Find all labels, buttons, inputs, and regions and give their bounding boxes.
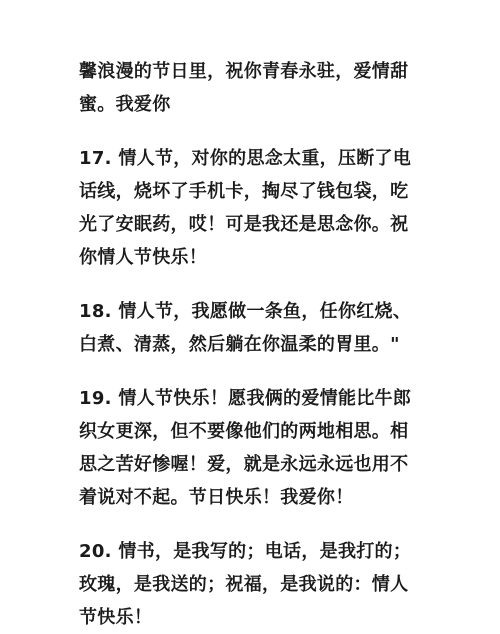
text-line: 节快乐！ bbox=[79, 607, 153, 628]
text-line: 18. 情人节，我愿做一条鱼，任你红烧、 bbox=[79, 301, 412, 322]
text-line: 20. 情书，是我写的；电话，是我打的； bbox=[79, 541, 412, 562]
paragraph-item-20 bbox=[79, 535, 460, 634]
text-line: 着说对不起。节日快乐！我爱你！ bbox=[79, 487, 354, 508]
text-line: 话线，烧坏了手机卡，掏尽了钱包袋，吃 bbox=[79, 181, 409, 202]
text-line: 19. 情人节快乐！愿我俩的爱情能比牛郎 bbox=[79, 388, 412, 409]
text-line: 蜜。我爱你 bbox=[79, 94, 171, 115]
text-line: 17. 情人节，对你的思念太重，压断了电 bbox=[79, 148, 412, 169]
paragraph-item-19 bbox=[79, 382, 460, 514]
paragraph-intro-tail bbox=[79, 55, 460, 121]
paragraph-item-18 bbox=[79, 295, 460, 361]
text-line: 你情人节快乐！ bbox=[79, 247, 208, 268]
text-line: 思之苦好惨喔！爱，就是永远永远也用不 bbox=[79, 454, 409, 475]
paragraph-item-17 bbox=[79, 142, 460, 274]
text-line: 光了安眠药，哎！可是我还是思念你。祝 bbox=[79, 214, 409, 235]
text-line: 织女更深，但不要像他们的两地相思。相 bbox=[79, 421, 409, 442]
text-line: 玫瑰，是我送的；祝福，是我说的：情人 bbox=[79, 574, 409, 595]
text-line: 馨浪漫的节日里，祝你青春永驻，爱情甜 bbox=[79, 61, 409, 82]
text-line: 白煮、清蒸，然后躺在你温柔的胃里。" bbox=[79, 334, 400, 355]
